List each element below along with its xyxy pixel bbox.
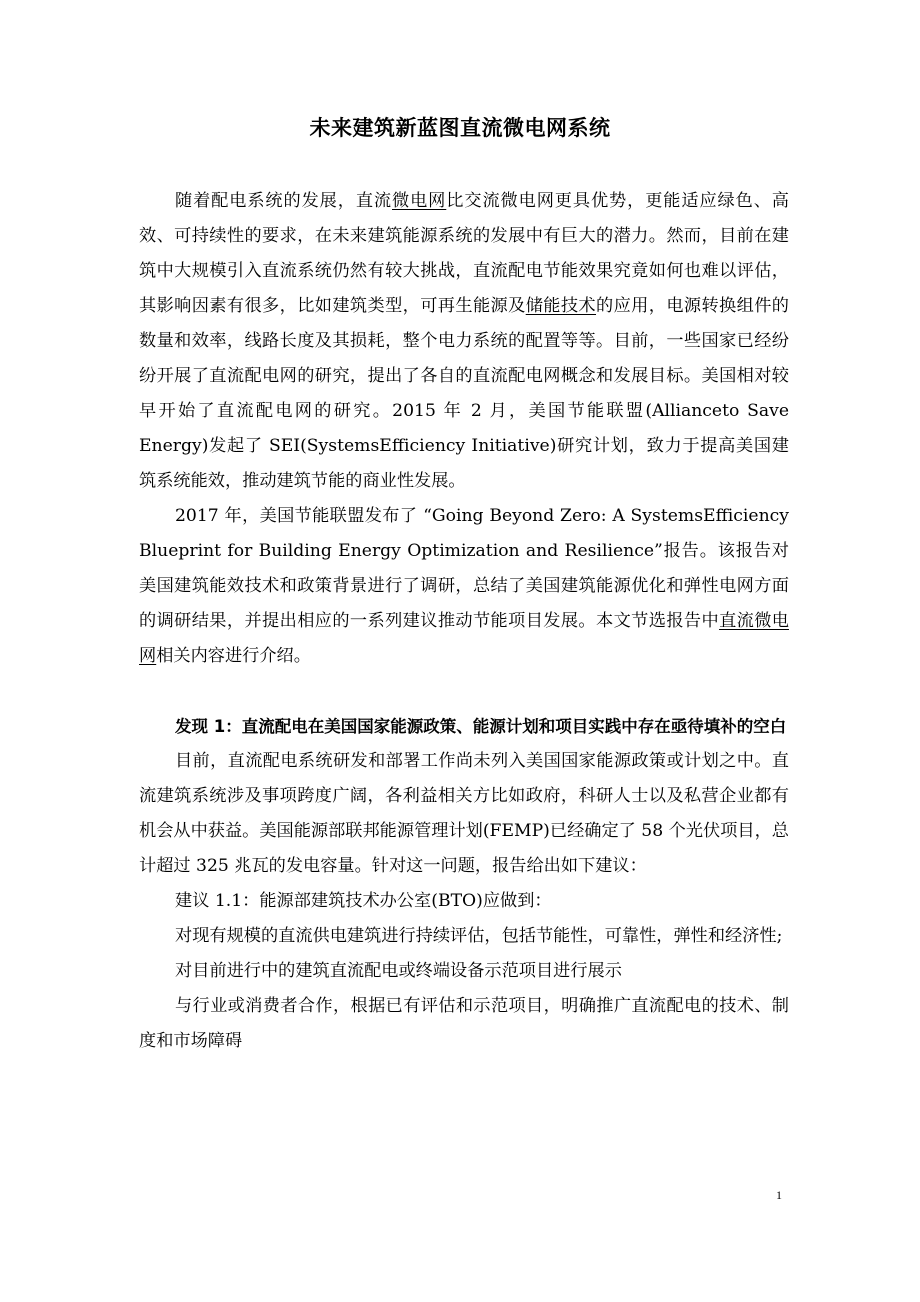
text-run: 相关内容进行介绍。 xyxy=(156,646,311,666)
document-title: 未来建筑新蓝图直流微电网系统 xyxy=(309,116,611,140)
document-body xyxy=(139,184,789,1059)
list-item: 对目前进行中的建筑直流配电或终端设备示范项目进行展示 xyxy=(175,961,622,981)
paragraph-report xyxy=(139,499,789,674)
link-microgrid[interactable]: 微电网 xyxy=(392,191,447,211)
text-run: 随着配电系统的发展，直流 xyxy=(175,191,393,211)
text-run: 2017 年，美国节能联盟发布了 “Going Beyond Zero: A SystemsEfficiency Blueprint for Building Energy Optimization and Resilience”报告。该报告对美国建筑能效技术和政策背景进行了调研，总结了美国建筑能源优化和弹性电网方面的调研结果，并提出相应的一系列建议推动节能项目发展。本文节选报告中 xyxy=(139,506,789,631)
list-item: 对现有规模的直流供电建筑进行持续评估，包括节能性，可靠性，弹性和经济性; xyxy=(175,926,783,946)
link-dc-microgrid[interactable]: 直流微电网 xyxy=(139,611,789,666)
list-item: 与行业或消费者合作，根据已有评估和示范项目，明确推广直流配电的技术、制度和市场障碍 xyxy=(139,996,789,1051)
paragraph-finding: 目前，直流配电系统研发和部署工作尚未列入美国国家能源政策或计划之中。直流建筑系统涉及事项跨度广阔，各利益相关方比如政府，科研人士以及私营企业都有机会从中获益。美国能源部联邦能源管理计划(FEMP)已经确定了 58 个光伏项目，总计超过 325 兆瓦的发电容量。针对这一问题，报告给出如下建议： xyxy=(139,751,789,876)
paragraph-intro xyxy=(139,184,789,499)
finding-heading: 发现 1：直流配电在美国国家能源政策、能源计划和项目实践中存在亟待填补的空白 xyxy=(175,717,787,736)
page-number: 1 xyxy=(776,1188,782,1202)
paragraph-recommendation: 建议 1.1：能源部建筑技术办公室(BTO)应做到： xyxy=(175,891,552,911)
text-run: 比交流微电网更具优势，更能适应绿色、高效、可持续性的要求，在未来建筑能源系统的发展中有巨大的潜力。然而，目前在建筑中大规模引入直流系统仍然有较大挑战，直流配电节能效果究竟如何也难以评估，其影响因素有很多，比如建筑类型，可再生能源及 xyxy=(139,191,789,316)
link-energy-storage[interactable]: 储能技术 xyxy=(525,296,597,316)
text-run: 的应用，电源转换组件的数量和效率，线路长度及其损耗，整个电力系统的配置等等。目前，一些国家已经纷纷开展了直流配电网的研究，提出了各自的直流配电网概念和发展目标。美国相对较早开始了直流配电网的研究。2015 年 2 月，美国节能联盟(Allianceto Save Energy)发起了 SEI(SystemsEfficiency Initiative)研究计划，致力于提高美国建筑系统能效，推动建筑节能的商业性发展。 xyxy=(139,296,789,491)
